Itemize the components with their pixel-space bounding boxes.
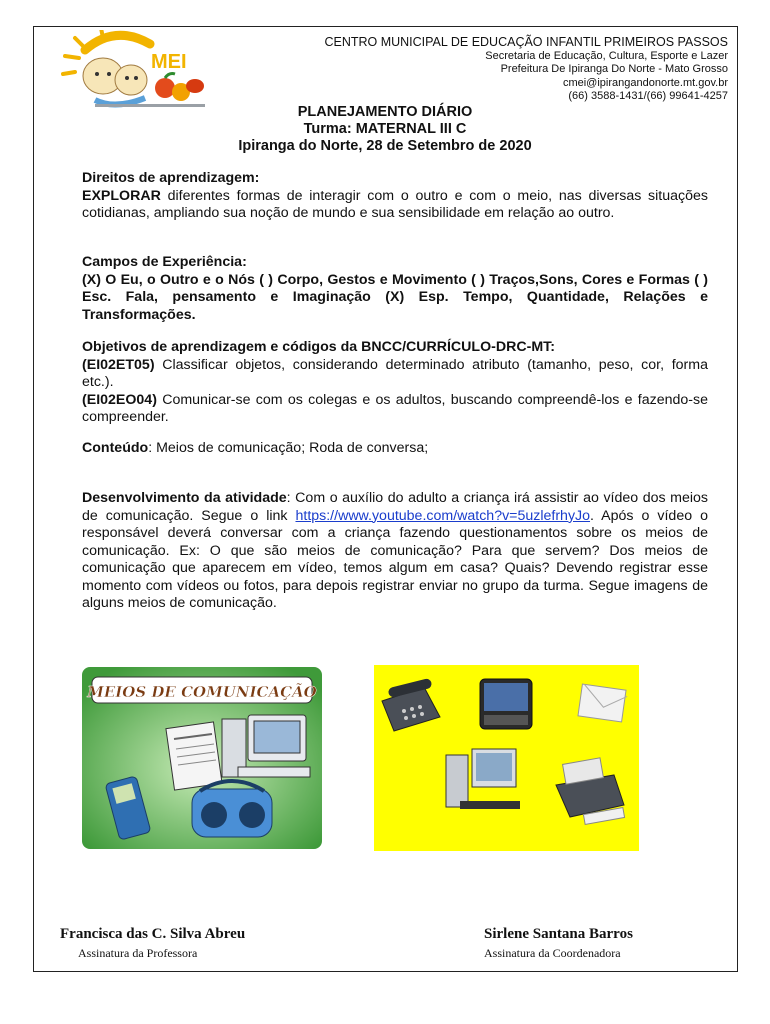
institution-secretariat: Secretaria de Educação, Cultura, Esporte e Lazer: [485, 49, 728, 62]
smartphone-icon: [480, 679, 532, 729]
communication-means-illustration: [82, 667, 322, 849]
radio-icon: [192, 781, 272, 837]
communication-devices-collage: [374, 665, 639, 851]
teacher-role: Assinatura da Professora: [78, 946, 198, 960]
institution-name: CENTRO MUNICIPAL DE EDUCAÇÃO INFANTIL PRIMEIROS PASSOS: [324, 35, 728, 49]
fields-text: (X) O Eu, o Outro e o Nós ( ) Corpo, Gestos e Movimento ( ) Traços,Sons, Cores e Formas ( ) Esc. Fala, pensamento e Imaginação (X) Esp. Tempo, Quantidade, Relações e Transformações.: [82, 271, 708, 323]
envelope-icon: [578, 684, 628, 722]
place-date: Ipiranga do Norte, 28 de Setembro de 2020: [238, 138, 532, 154]
rights-section: [82, 170, 708, 223]
coordinator-name: Sirlene Santana Barros: [484, 926, 633, 942]
objective-code-1: (EI02ET05): [82, 356, 155, 373]
video-link[interactable]: https://www.youtube.com/watch?v=5uzlefrhyJo: [295, 507, 591, 524]
computer-icon: [222, 715, 310, 777]
rights-text: [82, 188, 708, 223]
fields-heading: Campos de Experiência:: [82, 254, 247, 270]
activity-text-after: . Após o vídeo o responsável deverá conversar com a criança fazendo questionamentos sobre os meios de comunicação. Ex: O que são meios de comunicação? Para que servem? Dos meios de comunicação que aparecem em vídeo, temos algum em casa? Quais? Devendo registrar esse momento com vídeos ou fotos, para depois registrar enviar no grupo da turma. Segue imagens de alguns meios de comunicação.: [82, 507, 708, 611]
content-text: : Meios de comunicação; Roda de conversa;: [148, 440, 429, 456]
objectives-heading: Objetivos de aprendizagem e códigos da BNCC/CURRÍCULO-DRC-MT:: [82, 339, 555, 355]
coordinator-signature: [484, 926, 633, 961]
teacher-name: Francisca das C. Silva Abreu: [60, 926, 246, 942]
objectives-section: [82, 339, 708, 427]
document-title: PLANEJAMENTO DIÁRIO: [297, 104, 473, 120]
school-logo: [55, 30, 215, 112]
objective-text-2: Comunicar-se com os colegas e os adultos, buscando compreendê-los e fazendo-se compreender.: [82, 391, 708, 425]
rights-heading: Direitos de aprendizagem:: [82, 170, 260, 186]
objective-code-2: (EI02EO04): [82, 391, 157, 408]
institution-phone: (66) 3588-1431/(66) 99641-4257: [568, 90, 728, 102]
objective-text-1: Classificar objetos, considerando determinado atributo (tamanho, peso, cor, forma etc.).: [82, 356, 708, 390]
rights-description: diferentes formas de interagir com o outro e com o meio, nas diversas situações cotidianas, ampliando sua noção de mundo e sua sensibilidade em relação ao outro.: [82, 187, 708, 221]
institution-email: cmei@ipirangandonorte.mt.gov.br: [562, 76, 728, 89]
institution-prefecture: Prefeitura De Ipiranga Do Norte - Mato Grosso: [500, 63, 728, 75]
fruit-icon: [155, 74, 204, 102]
activity-text-before: : Com o auxílio do adulto a criança irá assistir ao vídeo dos meios de comunicação. Segue o link: [82, 490, 709, 524]
content-label: Conteúdo: [82, 440, 149, 456]
rights-keyword: EXPLORAR: [82, 187, 161, 204]
objective-item-2: [82, 392, 708, 427]
fields-section: [82, 254, 708, 324]
institution-header: [324, 36, 728, 104]
class-name: Turma: MATERNAL III C: [303, 121, 467, 137]
logo-text: MEI: [151, 51, 187, 73]
content-section: [82, 440, 708, 458]
teacher-signature: [60, 926, 245, 961]
illustration-banner: MEIOS DE COMUNICAÇÃO: [87, 683, 317, 701]
activity-label: Desenvolvimento da atividade: [82, 490, 287, 506]
children-icon: [83, 58, 147, 105]
newspaper-icon: [166, 722, 222, 790]
activity-section: [82, 490, 708, 613]
objective-item-1: [82, 357, 708, 392]
coordinator-role: Assinatura da Coordenadora: [484, 946, 621, 960]
